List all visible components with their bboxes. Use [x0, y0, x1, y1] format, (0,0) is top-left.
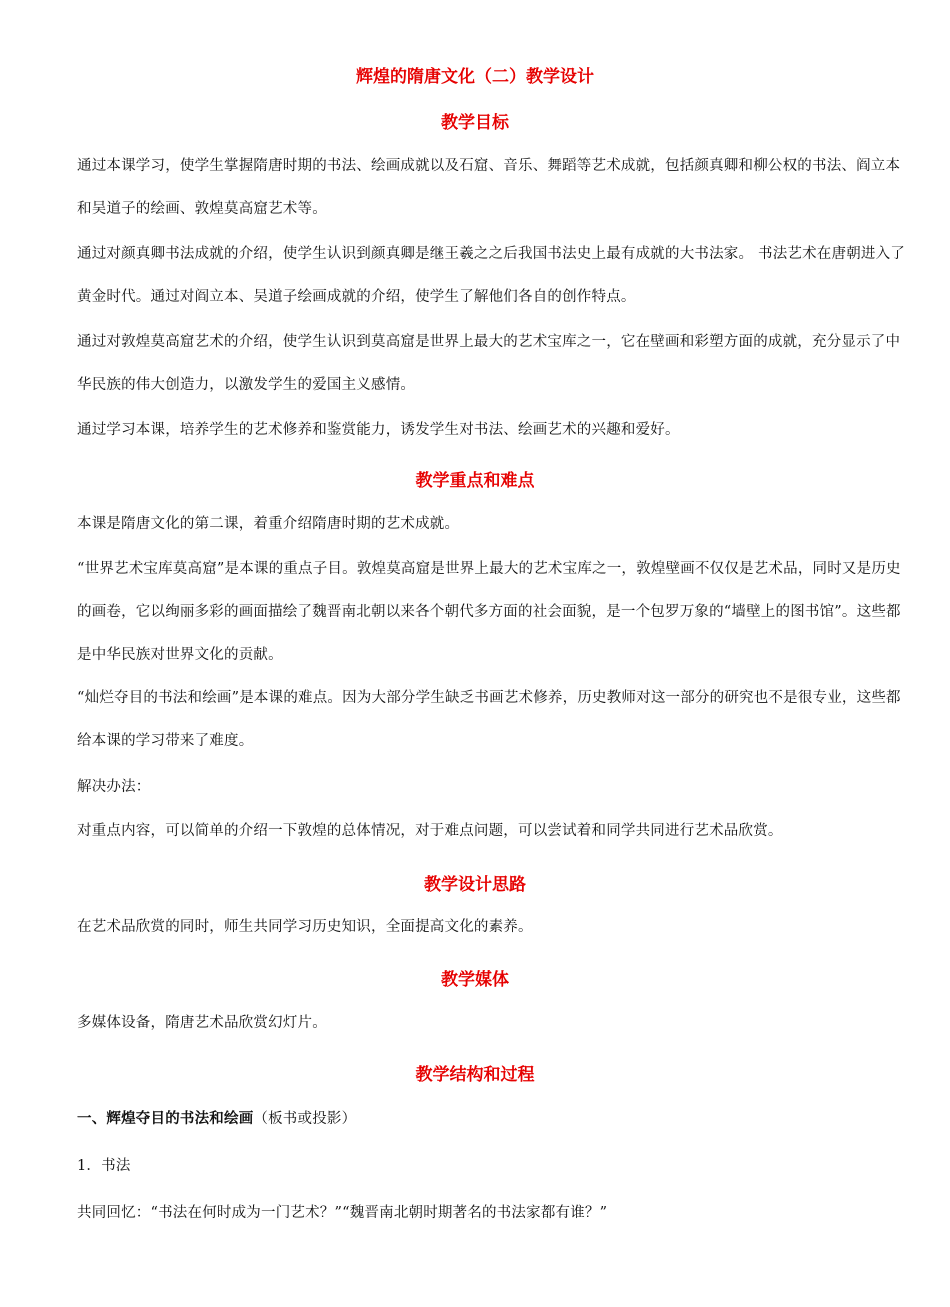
paragraph	[77, 810, 907, 853]
goals-p2: 通过对颜真卿书法成就的介绍，使学生认识到颜真卿是继王羲之之后我国书法史上最有成就的大书法家。 书法艺术在唐朝进入了黄金时代。通过对阎立本、吴道子绘画成就的介绍，使学生了解他们各自的创作特点。	[77, 246, 906, 305]
paragraph	[77, 145, 907, 231]
paragraph	[77, 906, 907, 949]
heading-goals: 教学目标	[441, 113, 509, 133]
paragraph	[77, 766, 907, 809]
heading-media: 教学媒体	[441, 970, 509, 990]
paragraph	[77, 409, 907, 452]
process-item1	[77, 1098, 907, 1141]
paragraph	[77, 1098, 907, 1141]
focus-p1: 本课是隋唐文化的第二课，着重介绍隋唐时期的艺术成就。	[77, 516, 460, 532]
heading-design: 教学设计思路	[424, 875, 526, 895]
process-item1-note: （板书或投影）	[253, 1111, 357, 1127]
goals-p3: 通过对敦煌莫高窟艺术的介绍，使学生认识到莫高窟是世界上最大的艺术宝库之一，它在壁画和彩塑方面的成就，充分显示了中华民族的伟大创造力，以激发学生的爱国主义感情。	[77, 334, 901, 393]
paragraph	[77, 233, 907, 319]
document-title: 辉煌的隋唐文化（二）教学设计	[356, 67, 594, 87]
media-p1: 多媒体设备，隋唐艺术品欣赏幻灯片。	[77, 1015, 327, 1031]
heading-process: 教学结构和过程	[415, 1065, 535, 1085]
focus-p3: “灿烂夺目的书法和绘画”是本课的难点。因为大部分学生缺乏书画艺术修养，历史教师对这一部分的研究也不是很专业，这些都给本课的学习带来了难度。	[77, 690, 901, 749]
heading-focus: 教学重点和难点	[415, 471, 535, 491]
paragraph	[77, 677, 907, 763]
paragraph	[77, 1002, 907, 1045]
paragraph	[77, 1145, 907, 1188]
process-item2: 1．书法	[77, 1158, 131, 1174]
goals-p4: 通过学习本课，培养学生的艺术修养和鉴赏能力，诱发学生对书法、绘画艺术的兴趣和爱好。	[77, 422, 680, 438]
focus-p4: 解决办法：	[77, 779, 151, 795]
paragraph	[77, 503, 907, 546]
focus-p2: “世界艺术宝库莫高窟”是本课的重点子目。敦煌莫高窟是世界上最大的艺术宝库之一，敦煌壁画不仅仅是艺术品，同时又是历史的画卷，它以绚丽多彩的画面描绘了魏晋南北朝以来各个朝代多方面的社会面貌，是一个包罗万象的“墙壁上的图书馆”。这些都是中华民族对世界文化的贡献。	[77, 561, 901, 663]
paragraph	[77, 548, 907, 677]
paragraph	[77, 1192, 907, 1235]
design-p1: 在艺术品欣赏的同时，师生共同学习历史知识，全面提高文化的素养。	[77, 919, 533, 935]
goals-p1: 通过本课学习，使学生掌握隋唐时期的书法、绘画成就以及石窟、音乐、舞蹈等艺术成就，包括颜真卿和柳公权的书法、阎立本和吴道子的绘画、敦煌莫高窟艺术等。	[77, 158, 901, 217]
focus-p5: 对重点内容，可以简单的介绍一下敦煌的总体情况，对于难点问题，可以尝试着和同学共同进行艺术品欣赏。	[77, 823, 783, 839]
process-item3: 共同回忆：“书法在何时成为一门艺术？”“魏晋南北朝时期著名的书法家都有谁？”	[77, 1205, 608, 1221]
paragraph	[77, 321, 907, 407]
process-item1-title: 一、辉煌夺目的书法和绘画	[77, 1111, 254, 1127]
